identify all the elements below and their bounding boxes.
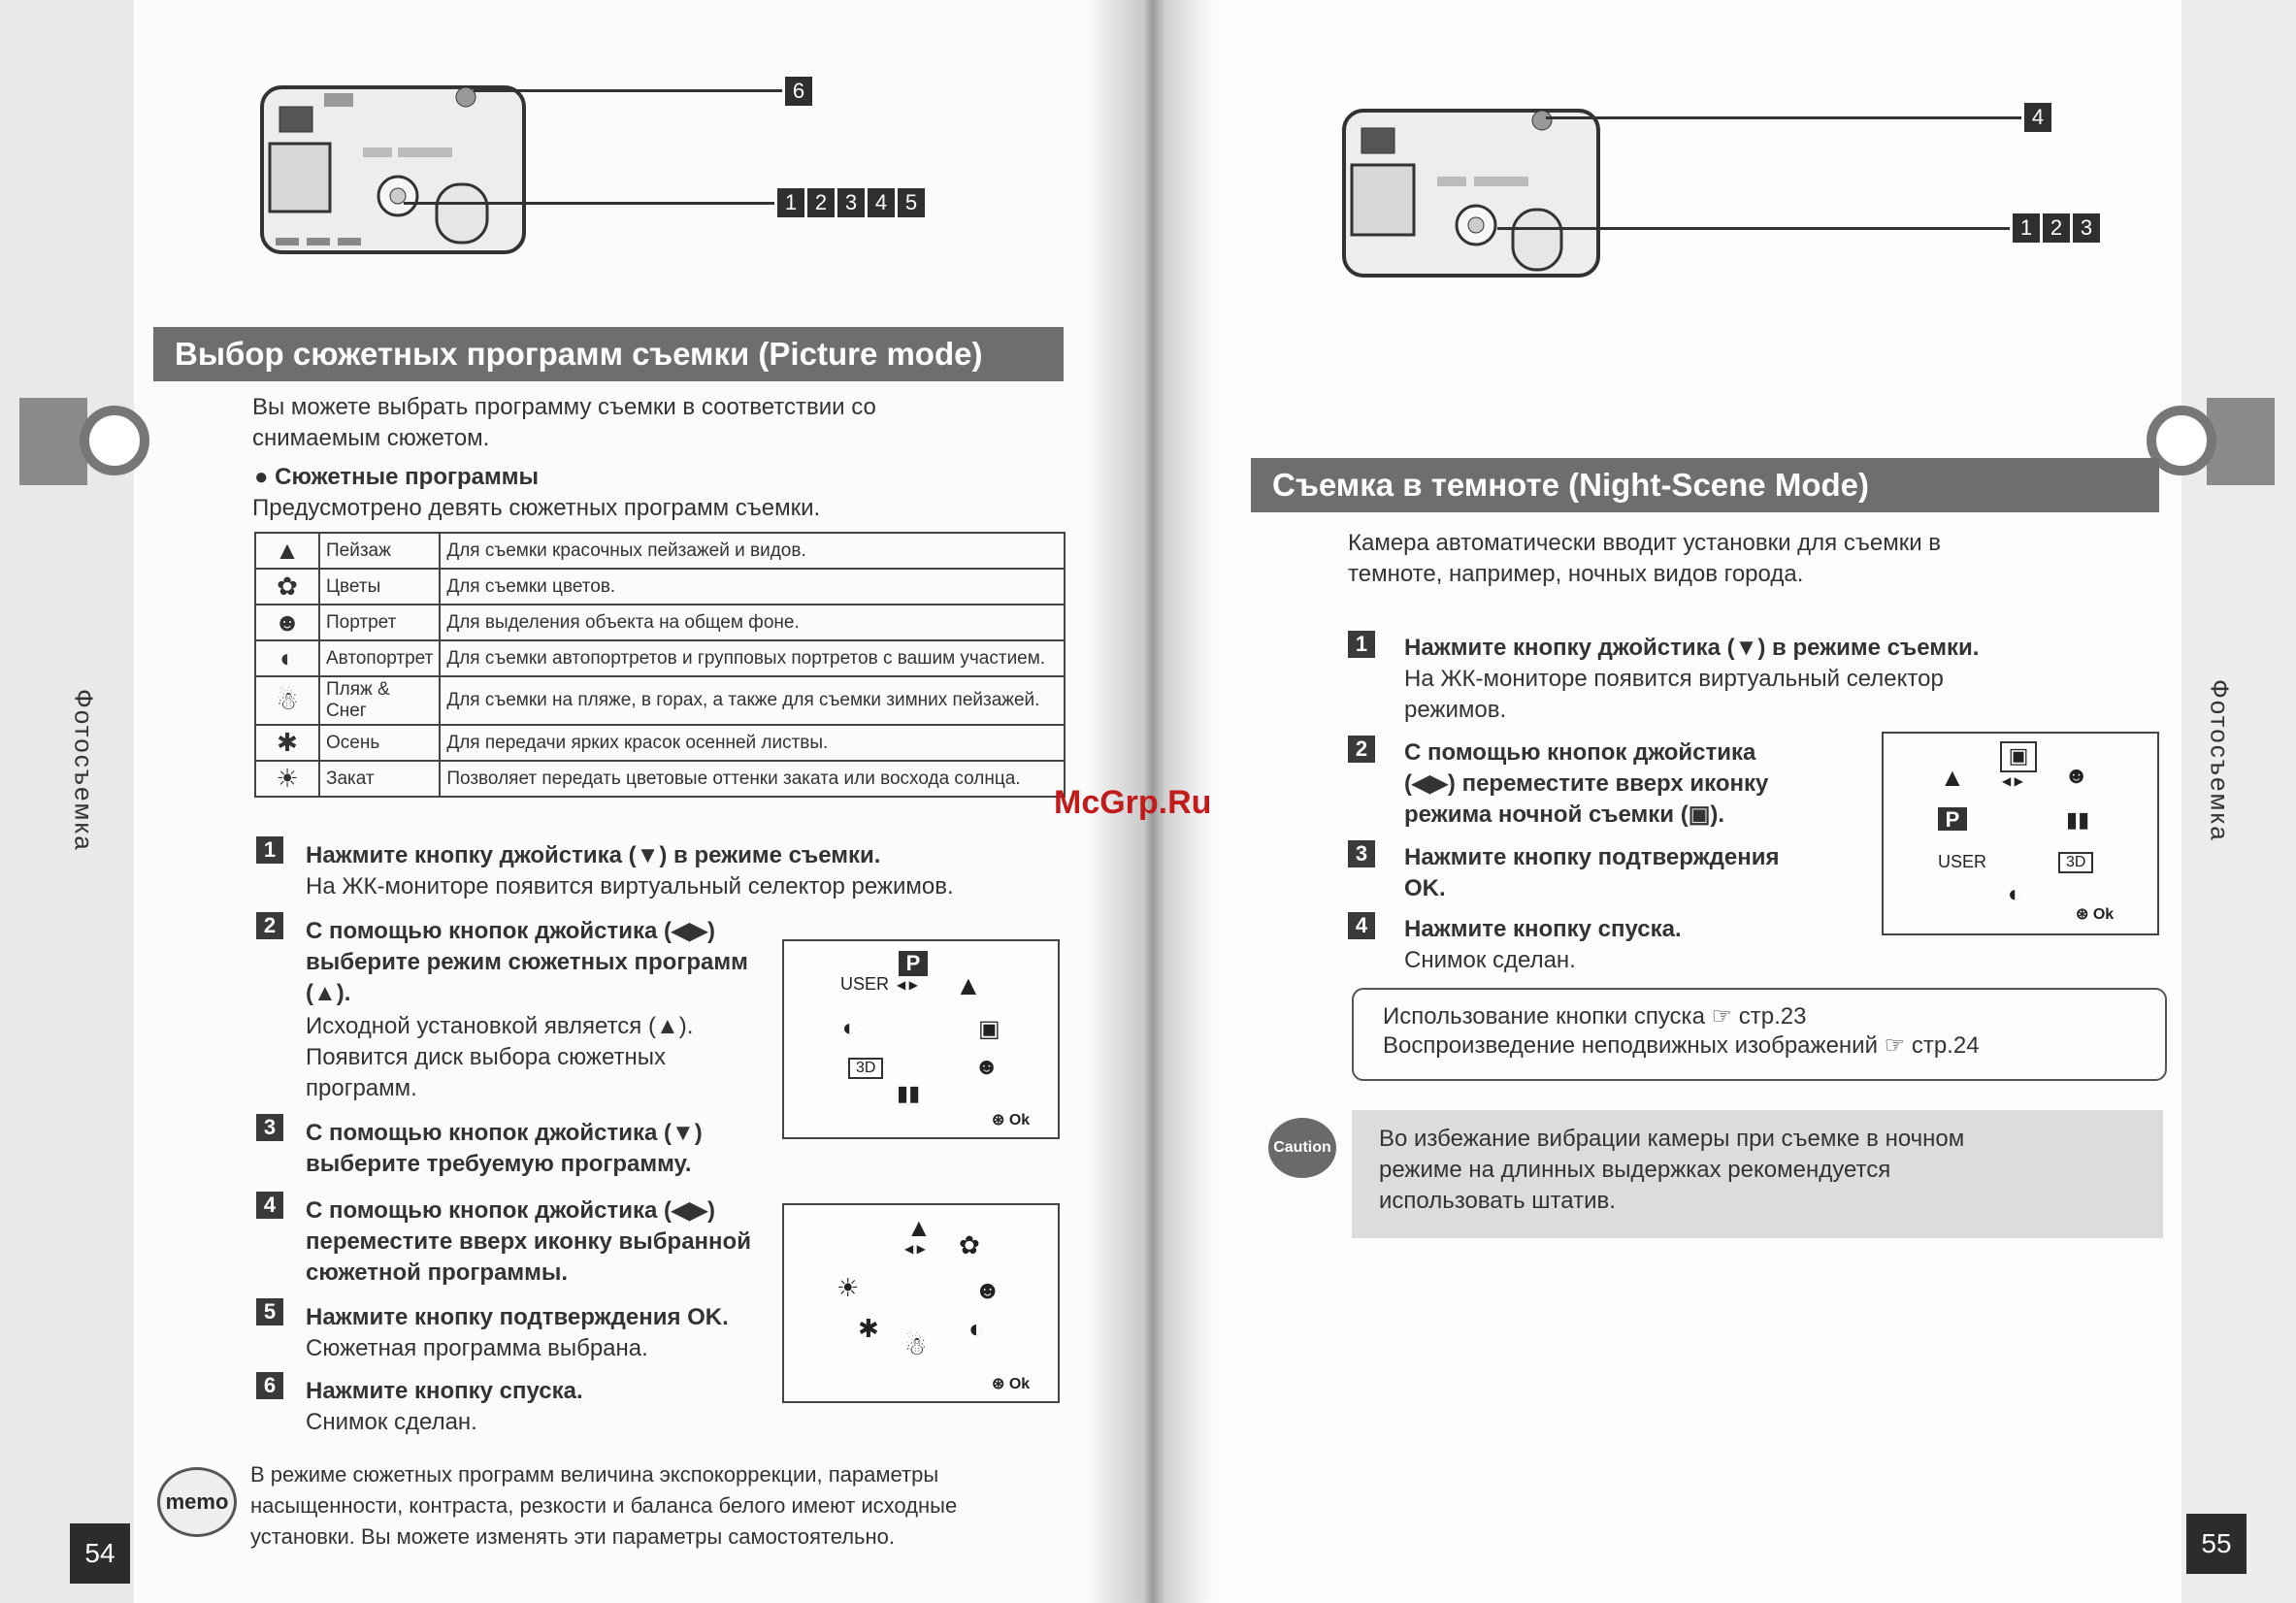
mode-name: Пейзаж	[319, 533, 440, 569]
ok-label: ⊛ Ok	[992, 1112, 1031, 1129]
selector-arrows: ◀ ▶	[904, 1242, 926, 1256]
modes-table	[254, 532, 1066, 798]
intro-line-2: темноте, например, ночных видов города.	[1348, 561, 1804, 587]
section-title: Выбор сюжетных программ съемки (Picture mode)	[153, 327, 1064, 381]
intro-line-2: снимаемым сюжетом.	[252, 425, 490, 451]
step-number: 3	[256, 1114, 283, 1141]
program-mode-icon: P	[899, 951, 928, 976]
ok-label-text: Ok	[2092, 906, 2115, 923]
memo-line-2: насыщенности, контраста, резкости и баланса белого имеют исходные	[250, 1493, 958, 1518]
mode-desc: Для передачи ярких красок осенней листвы.	[440, 725, 1065, 761]
sub-heading: ● Сюжетные программы	[254, 464, 539, 490]
panorama-icon: ▮▮	[897, 1081, 921, 1105]
night-scene-icon: ▣	[2000, 741, 2037, 772]
ok-label: ⊛ Ok	[992, 1376, 1031, 1392]
landscape-icon: ▲	[906, 1213, 932, 1242]
caution-line-3: использовать штатив.	[1379, 1188, 1616, 1214]
caution-line-2: режиме на длинных выдержках рекомендуется	[1379, 1157, 1891, 1183]
step-4-title: Нажмите кнопку спуска.	[1404, 916, 1682, 942]
caution-icon: Caution	[1268, 1118, 1336, 1178]
step-number: 1	[256, 836, 283, 864]
mode-selector-screen	[782, 939, 1060, 1139]
mode-name: Автопортрет	[319, 640, 440, 676]
3d-mode-label: 3D	[2058, 852, 2093, 873]
step-2-title-3: режима ночной съемки (▣).	[1404, 802, 1725, 828]
step-3-title-2: OK.	[1404, 875, 1446, 901]
mode-selector-screen	[1882, 732, 2159, 935]
step-number: 3	[1348, 840, 1375, 867]
3d-mode-label: 3D	[848, 1058, 883, 1079]
memo-icon: memo	[157, 1467, 237, 1537]
step-1-title: Нажмите кнопку джойстика (▼) в режиме съемки.	[1404, 635, 1980, 661]
mode-desc: Для съемки на пляже, в горах, а также для съемки зимних пейзажей.	[440, 676, 1065, 725]
landscape-icon: ▲	[1940, 763, 1965, 792]
callout-top: 6	[782, 77, 812, 106]
reference-box	[1352, 988, 2167, 1081]
step-1-text-1: На ЖК-мониторе появится виртуальный селектор	[1404, 666, 1944, 692]
table-row	[255, 533, 1065, 569]
side-section-label: Фотосъемка	[69, 689, 99, 852]
step-6-title: Нажмите кнопку спуска.	[306, 1378, 583, 1404]
mode-desc: Для выделения объекта на общем фоне.	[440, 605, 1065, 640]
movie-icon: ☻	[974, 1054, 1000, 1080]
step-6-text: Снимок сделан.	[306, 1409, 477, 1435]
self-portrait-icon: ◐	[968, 1314, 984, 1343]
beach-snow-icon: ☃	[904, 1331, 928, 1360]
step-number: 6	[256, 1372, 283, 1399]
memo-line-3: установки. Вы можете изменять эти параметры самостоятельно.	[250, 1524, 895, 1549]
landscape-icon: ▲	[255, 533, 319, 569]
intro-line-1: Вы можете выбрать программу съемки в соответствии со	[252, 394, 876, 420]
section-title: Съемка в темноте (Night-Scene Mode)	[1251, 458, 2159, 512]
mode-desc: Для съемки цветов.	[440, 569, 1065, 605]
flower-icon: ✿	[255, 569, 319, 605]
page-number: 54	[70, 1523, 130, 1584]
flower-icon: ✿	[959, 1230, 980, 1260]
caution-box	[1352, 1110, 2163, 1238]
self-portrait-icon: ◐	[255, 640, 319, 676]
table-row	[255, 605, 1065, 640]
step-1-text-2: режимов.	[1404, 697, 1507, 723]
program-dial-screen	[782, 1203, 1060, 1403]
step-number: 4	[256, 1192, 283, 1219]
page-number: 55	[2186, 1514, 2247, 1574]
landscape-icon: ▲	[955, 970, 982, 1000]
sub-text: Предусмотрено девять сюжетных программ съемки.	[252, 495, 821, 521]
mode-desc: Для съемки красочных пейзажей и видов.	[440, 533, 1065, 569]
step-number: 2	[1348, 736, 1375, 763]
camera-illustration	[243, 58, 553, 291]
step-number: 4	[1348, 912, 1375, 939]
table-row	[255, 676, 1065, 725]
movie-icon: ☻	[2064, 763, 2089, 789]
step-number: 5	[256, 1298, 283, 1325]
selector-arrows: ◀ ▶	[2002, 774, 2023, 788]
step-3-title: С помощью кнопок джойстика (▼) выберите требуемую программу.	[306, 1120, 703, 1177]
step-2-text-1: Исходной установкой является (▲).	[306, 1013, 694, 1039]
step-2-title: С помощью кнопок джойстика (◀▶) выберите режим сюжетных программ (▲).	[306, 918, 748, 1006]
step-3-title-1: Нажмите кнопку подтверждения	[1404, 844, 1780, 870]
portrait-icon: ☻	[255, 605, 319, 640]
table-row	[255, 725, 1065, 761]
callout-joystick: 1 2 3	[2010, 213, 2100, 243]
beach-snow-icon: ☃	[255, 676, 319, 725]
step-5-title: Нажмите кнопку подтверждения OK.	[306, 1304, 729, 1330]
panorama-icon: ▮▮	[2066, 807, 2090, 832]
portrait-icon: ☻	[974, 1275, 1001, 1304]
step-number: 2	[256, 912, 283, 939]
ok-label-text: Ok	[1008, 1112, 1031, 1129]
user-mode-label: USER	[840, 974, 890, 994]
camera-illustration	[1328, 87, 1620, 320]
step-number: 1	[1348, 631, 1375, 658]
sunset-icon: ☀	[255, 761, 319, 797]
step-5-text: Сюжетная программа выбрана.	[306, 1335, 648, 1361]
side-section-label: Фотосъемка	[2205, 679, 2235, 842]
watermark: McGrp.Ru	[1054, 784, 1212, 821]
callout-joystick: 1 2 3 4 5	[774, 188, 925, 217]
user-mode-label: USER	[1938, 852, 1987, 871]
mode-desc: Для съемки автопортретов и групповых портретов с вашим участием.	[440, 640, 1065, 676]
selector-arrows: ◀ ▶	[897, 978, 918, 992]
intro-line-1: Камера автоматически вводит установки для съемки в	[1348, 530, 1942, 556]
callout-top: 4	[2021, 103, 2051, 132]
table-row	[255, 761, 1065, 797]
autumn-leaf-icon: ✱	[858, 1314, 879, 1343]
mode-name: Цветы	[319, 569, 440, 605]
right-page	[1148, 0, 2296, 1603]
exposure-icon: ◐	[842, 1015, 857, 1041]
reference-playback: Воспроизведение неподвижных изображений ☞ стр.24	[1383, 1032, 1980, 1059]
mode-name: Портрет	[319, 605, 440, 640]
step-4-text: Снимок сделан.	[1404, 947, 1576, 973]
step-4-title: С помощью кнопок джойстика (◀▶) переместите вверх иконку выбранной сюжетной программы.	[306, 1197, 751, 1286]
mode-name: Пляж & Снег	[319, 676, 440, 725]
step-2-title-1: С помощью кнопок джойстика	[1404, 739, 1756, 766]
step-1-text: На ЖК-мониторе появится виртуальный селектор режимов.	[306, 873, 954, 900]
step-2-text-2: Появится диск выбора сюжетных	[306, 1044, 667, 1070]
step-2-title-2: (◀▶) переместите вверх иконку	[1404, 770, 1769, 797]
exposure-icon: ◐	[2008, 881, 2022, 907]
autumn-leaf-icon: ✱	[255, 725, 319, 761]
table-row	[255, 640, 1065, 676]
mode-desc: Позволяет передать цветовые оттенки заката или восхода солнца.	[440, 761, 1065, 797]
mode-name: Закат	[319, 761, 440, 797]
memo-line-1: В режиме сюжетных программ величина экспокоррекции, параметры	[250, 1462, 939, 1487]
ok-label: ⊛ Ok	[2076, 906, 2115, 923]
sub-heading-text: Сюжетные программы	[275, 464, 539, 490]
sunset-icon: ☀	[836, 1273, 860, 1302]
caution-line-1: Во избежание вибрации камеры при съемке в ночном	[1379, 1126, 1965, 1152]
step-2-text-3: программ.	[306, 1075, 417, 1101]
table-row	[255, 569, 1065, 605]
program-mode-icon: P	[1938, 807, 1967, 831]
reference-shutter: Использование кнопки спуска ☞ стр.23	[1383, 1003, 1807, 1030]
night-scene-icon: ▣	[978, 1016, 1000, 1042]
step-1-title: Нажмите кнопку джойстика (▼) в режиме съемки.	[306, 842, 881, 868]
ok-label-text: Ok	[1008, 1376, 1031, 1392]
mode-name: Осень	[319, 725, 440, 761]
